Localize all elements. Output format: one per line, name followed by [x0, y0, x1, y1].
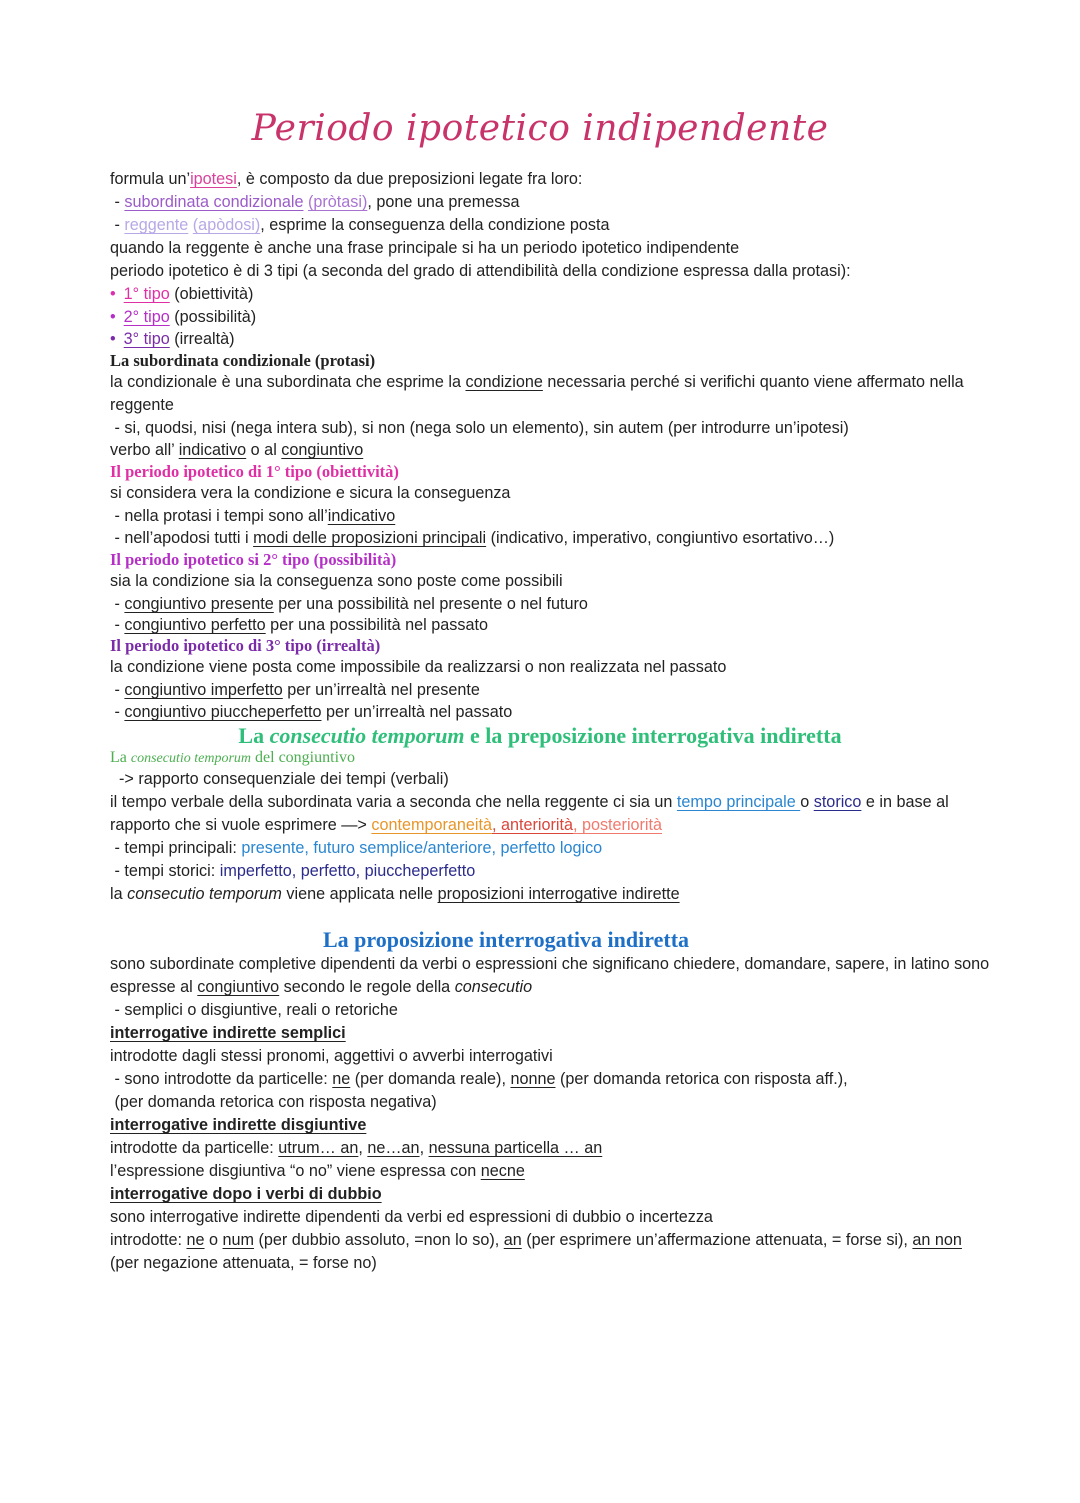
page-title: Periodo ipotetico indipendente	[251, 108, 829, 149]
text: per una possibilità nel passato	[265, 616, 488, 634]
text: il tempo verbale della subordinata varia a seconda che nella reggente ci sia un	[110, 793, 677, 811]
text: , è composto da due preposizioni legate fra loro:	[236, 170, 583, 188]
text: (indicativo, imperativo, congiuntivo esortativo…)	[486, 529, 835, 547]
subheading-dubbio: interrogative dopo i verbi di dubbio	[110, 1185, 382, 1203]
text: (per domanda retorica con risposta aff.),	[555, 1070, 848, 1088]
text: consecutio temporum	[127, 885, 282, 903]
text: e in base al rapporto che si vuole esprimere —>	[110, 793, 949, 834]
term-contemporaneita: contemporaneità	[371, 816, 492, 834]
text: secondo le regole della	[279, 978, 455, 996]
type-desc: (irrealtà)	[169, 330, 235, 348]
paragraph: sia la condizione sia la conseguenza sono poste come possibili	[110, 572, 563, 590]
term-ne: ne	[332, 1070, 351, 1088]
type-label: 1° tipo	[123, 285, 170, 303]
section-title-interrogativa: La proposizione interrogativa indiretta	[322, 927, 690, 952]
subheading-disgiuntive: interrogative indirette disgiuntive	[110, 1116, 367, 1134]
section-heading-tipo1: Il periodo ipotetico di 1° tipo (obiettività)	[110, 462, 399, 481]
term-an-non: an non	[912, 1231, 962, 1249]
term-anteriorita: , anteriorità	[491, 816, 573, 834]
term-congiuntivo-piuccheperfetto: congiuntivo piuccheperfetto	[124, 703, 322, 721]
paragraph	[110, 860, 990, 883]
term-utrum-an: utrum… an	[278, 1139, 359, 1157]
text: ,	[358, 1139, 368, 1157]
paragraph	[110, 1068, 990, 1091]
term-ipotesi: ipotesi	[190, 170, 237, 188]
term-nessuna-particella: nessuna particella … an	[428, 1139, 603, 1157]
type-item	[110, 306, 990, 329]
text: o	[204, 1231, 223, 1249]
text: formula un’	[110, 170, 191, 188]
text: verbo all’	[110, 441, 179, 459]
paragraph: la condizione viene posta come impossibile da realizzarsi o non realizzata nel passato	[110, 658, 727, 676]
paragraph	[110, 1160, 990, 1183]
term-apodosi: (apòdosi)	[192, 216, 261, 234]
type-label: 2° tipo	[123, 308, 170, 326]
text: o al	[246, 441, 282, 459]
document-body	[110, 168, 990, 1275]
intro-line	[110, 168, 990, 191]
paragraph: introdotte dagli stessi pronomi, aggettivi o avverbi interrogativi	[110, 1047, 553, 1065]
term-indicativo: indicativo	[178, 441, 247, 459]
text: La	[238, 723, 270, 748]
term-tempo-principale: tempo principale	[676, 793, 801, 811]
term-storico: storico	[813, 793, 862, 811]
text: (per dubbio assoluto, =non lo so),	[254, 1231, 504, 1249]
section-title-consecutio	[0, 723, 1080, 749]
term-reggente: reggente	[124, 216, 189, 234]
text: la condizionale è una subordinata che esprime la	[110, 373, 466, 391]
text: - nella protasi i tempi sono all’	[110, 507, 328, 525]
term-congiuntivo-presente: congiuntivo presente	[124, 595, 274, 613]
term-congiuntivo: congiuntivo	[197, 978, 280, 996]
bullet-icon: •	[110, 285, 116, 303]
term-num: num	[222, 1231, 255, 1249]
text: - nell’apodosi tutti i	[110, 529, 254, 547]
section-heading-protasi: La subordinata condizionale (protasi)	[110, 351, 376, 370]
term-modi-principali: modi delle proposizioni principali	[253, 529, 487, 547]
term-an: an	[503, 1231, 522, 1249]
text: ,	[419, 1139, 429, 1157]
bullet-icon: •	[110, 330, 116, 348]
term-condizione: condizione	[465, 373, 543, 391]
intro-item-apodosi	[110, 214, 990, 237]
paragraph	[110, 679, 990, 702]
text: introdotte:	[110, 1231, 187, 1249]
text: (per negazione attenuata, = forse no)	[110, 1254, 377, 1272]
dash: -	[110, 216, 125, 234]
paragraph	[110, 1229, 990, 1275]
text: e la preposizione interrogativa indiretta	[464, 723, 842, 748]
text: - sono introdotte da particelle:	[110, 1070, 333, 1088]
text: - tempi storici:	[110, 862, 220, 880]
paragraph	[110, 505, 990, 528]
paragraph: sono interrogative indirette dipendenti da verbi ed espressioni di dubbio o incertezza	[110, 1208, 713, 1226]
type-label: 3° tipo	[123, 330, 170, 348]
text: , pone una premessa	[367, 193, 520, 211]
paragraph: (per domanda retorica con risposta negativa)	[110, 1093, 437, 1111]
intro-item-protasi	[110, 191, 990, 214]
term-necne: necne	[480, 1162, 525, 1180]
section-heading-tipo2: Il periodo ipotetico si 2° tipo (possibilità)	[110, 550, 397, 569]
term-subordinata: subordinata condizionale	[124, 193, 304, 211]
term-indicativo: indicativo	[327, 507, 396, 525]
dash: -	[110, 193, 125, 211]
text: o	[800, 793, 814, 811]
term-congiuntivo: congiuntivo	[281, 441, 364, 459]
text: necessaria perché si verifichi quanto viene affermato nella reggente	[110, 373, 964, 414]
dash: -	[110, 681, 125, 699]
text: introdotte da particelle:	[110, 1139, 279, 1157]
section-heading-tipo3: Il periodo ipotetico di 3° tipo (irrealtà)	[110, 636, 381, 655]
text: - tempi principali:	[110, 839, 242, 857]
text: per un’irrealtà nel passato	[321, 703, 513, 721]
text: La	[110, 749, 131, 766]
subsection-heading-consecutio	[110, 749, 990, 768]
type-item	[110, 283, 990, 306]
dash: -	[110, 595, 125, 613]
text: (per esprimere un’affermazione attenuata, = forse si),	[521, 1231, 913, 1249]
text: (per domanda reale),	[350, 1070, 511, 1088]
paragraph	[110, 371, 990, 417]
text: per una possibilità nel presente o nel futuro	[273, 595, 588, 613]
text: viene applicata nelle	[281, 885, 438, 903]
text: , esprime la conseguenza della condizione posta	[260, 216, 610, 234]
paragraph	[110, 593, 990, 616]
intro-line: quando la reggente è anche una frase principale si ha un periodo ipotetico indipendente	[110, 239, 740, 257]
term-congiuntivo-imperfetto: congiuntivo imperfetto	[124, 681, 283, 699]
text: l’espressione disgiuntiva “o no” viene espressa con	[110, 1162, 481, 1180]
tempi-principali-list: presente, futuro semplice/anteriore, perfetto logico	[241, 839, 603, 857]
paragraph	[110, 440, 990, 461]
dash: -	[110, 703, 125, 721]
paragraph: -> rapporto consequenziale dei tempi (verbali)	[110, 770, 449, 788]
term-interrogative-indirette: proposizioni interrogative indirette	[437, 885, 680, 903]
text: per un’irrealtà nel presente	[282, 681, 480, 699]
text: del congiuntivo	[251, 749, 356, 766]
text: consecutio temporum	[130, 751, 252, 766]
type-desc: (obiettività)	[169, 285, 254, 303]
term-ne-an: ne…an	[367, 1139, 420, 1157]
bullet-icon: •	[110, 308, 116, 326]
intro-line: periodo ipotetico è di 3 tipi (a seconda del grado di attendibilità della condizione espressa dalla protasi):	[110, 262, 851, 280]
paragraph	[110, 883, 990, 906]
paragraph	[110, 953, 990, 999]
term-posteriorita: , posteriorità	[572, 816, 663, 834]
text: consecutio temporum	[269, 723, 465, 748]
tempi-storici-list: imperfetto, perfetto, piuccheperfetto	[219, 862, 476, 880]
paragraph	[110, 528, 990, 549]
dash: -	[110, 616, 125, 634]
paragraph	[110, 616, 990, 635]
paragraph	[110, 1137, 990, 1160]
term-ne: ne	[186, 1231, 205, 1249]
paragraph: - semplici o disgiuntive, reali o retoriche	[110, 1001, 398, 1019]
term-protasi: (pròtasi)	[307, 193, 368, 211]
paragraph: si considera vera la condizione e sicura la conseguenza	[110, 484, 511, 502]
subheading-semplici: interrogative indirette semplici	[110, 1024, 346, 1042]
paragraph	[110, 837, 990, 860]
type-item	[110, 329, 990, 350]
text: consecutio	[454, 978, 533, 996]
paragraph	[110, 702, 990, 723]
term-nonne: nonne	[510, 1070, 556, 1088]
type-desc: (possibilità)	[169, 308, 257, 326]
paragraph	[110, 791, 990, 837]
text: sono subordinate completive dipendenti da verbi o espressioni che significano chiedere, domandare, sapere, in latino sono espresse al	[110, 955, 990, 996]
term-congiuntivo-perfetto: congiuntivo perfetto	[124, 616, 266, 634]
paragraph: - si, quodsi, nisi (nega intera sub), si non (nega solo un elemento), sin autem (per introdurre un’ipotesi)	[110, 419, 849, 437]
text: la	[110, 885, 128, 903]
